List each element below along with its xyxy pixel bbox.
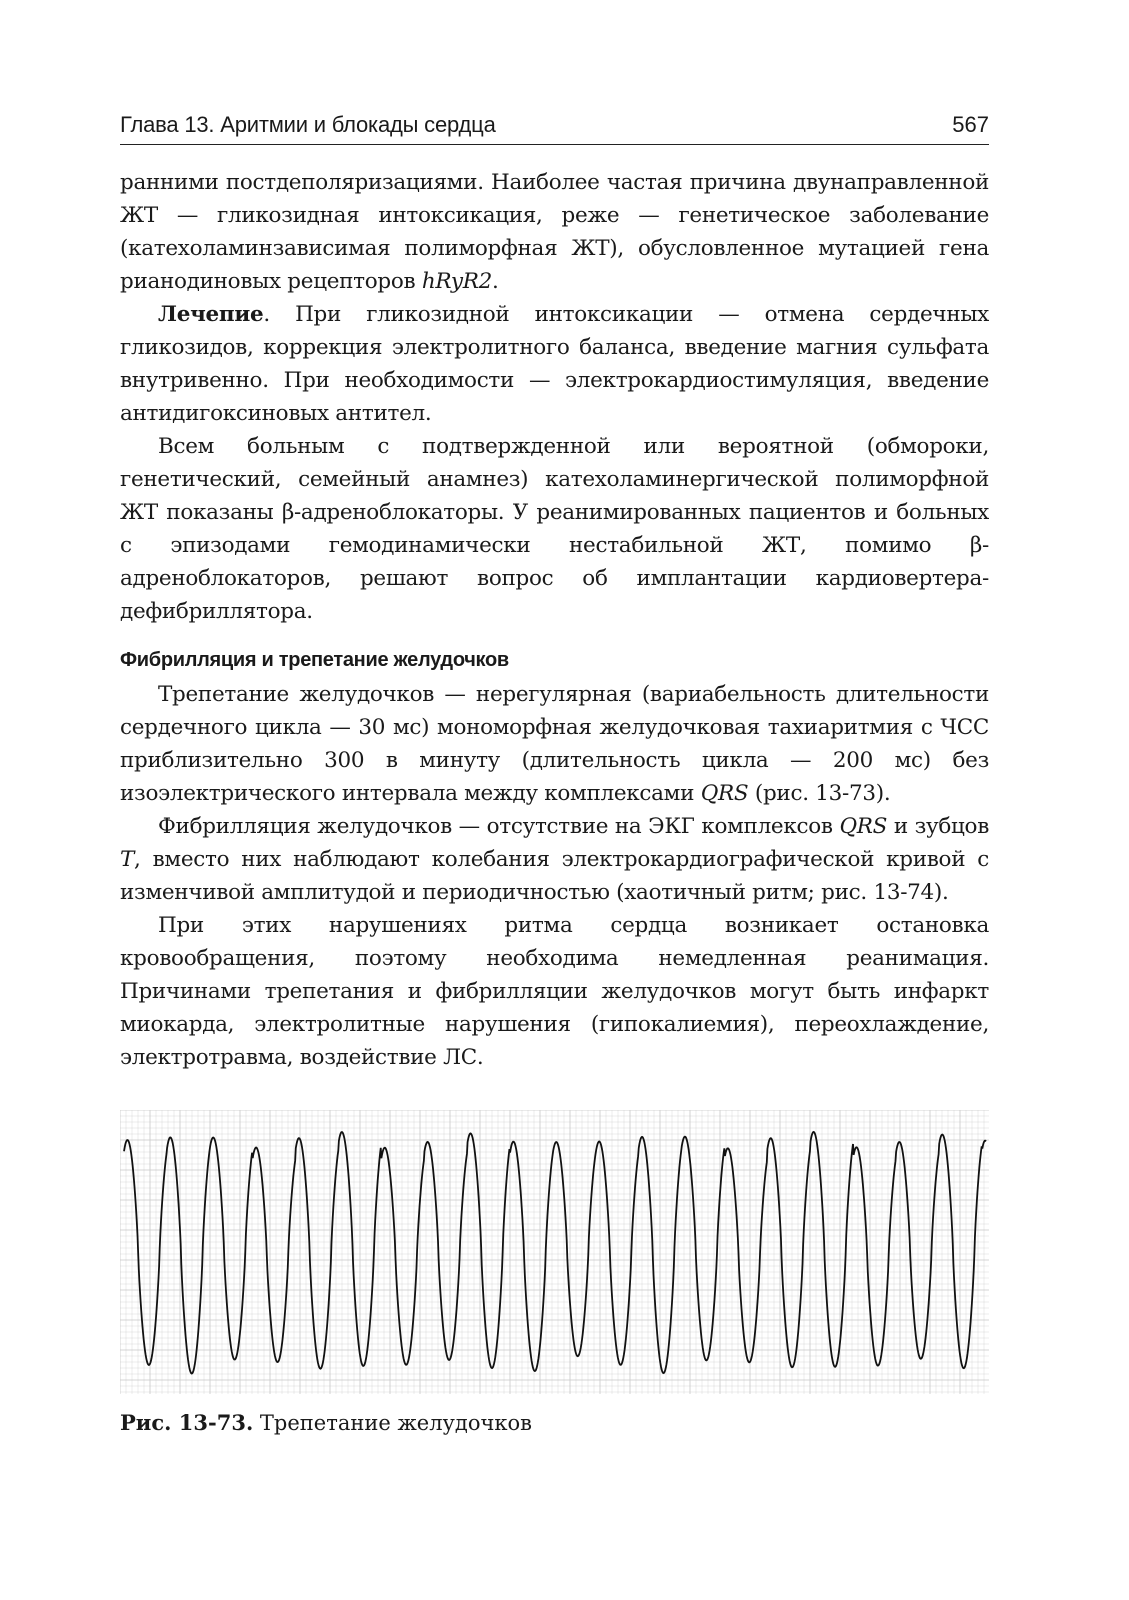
paragraph-treatment: Лечепие. При гликозидной интоксикации — отмена сердечных гликозидов, коррекция электролитного баланса, введение магния сульфата внутривенно. При необходимости — электрокардиостимуляция, введение антидигоксиновых антител. <box>120 302 989 426</box>
paragraph-6: При этих нарушениях ритма сердца возникает остановка кровообращения, поэтому необходима немедленная реанимация. Причинами трепетания и фибрилляции желудочков могут быть инфаркт миокарда, электролитные нарушения (гипокалиемия), переохлаждение, электротравма, воздействие ЛС. <box>120 913 989 1070</box>
caption-text: Трепетание желудочков <box>253 1411 532 1435</box>
paragraph-1: ранними постдеполяризациями. Наиболее частая причина двунаправленной ЖТ — гликозидная интоксикация, реже — генетическое заболевание (катехоламинзависимая полиморфная ЖТ), обусловленное мутацией гена рианодиновых рецепторов hRyR2. <box>120 170 989 294</box>
gene-name: hRyR2 <box>421 269 493 294</box>
treatment-lead: Лечепие <box>158 302 264 327</box>
body-text <box>120 166 989 1074</box>
t-wave-term: T <box>120 847 135 872</box>
ecg-figure <box>120 1110 989 1394</box>
caption-label: Рис. 13-73. <box>120 1410 254 1435</box>
section-heading: Фибрилляция и трепетание желудочков <box>120 649 509 671</box>
qrs-term: QRS <box>700 781 749 806</box>
figure-caption <box>120 1410 532 1435</box>
ecg-trace <box>124 1132 986 1374</box>
ecg-strip <box>120 1110 989 1394</box>
qrs-term: QRS <box>839 814 888 839</box>
chapter-title: Глава 13. Аритмии и блокады сердца <box>120 112 496 137</box>
paragraph-3: Всем больным с подтвержденной или вероятной (обмороки, генетический, семейный анамнез) катехоламинергической полиморфной ЖТ показаны β-адреноблокаторы. У реанимированных пациентов и больных с эпизодами гемодинамически нестабильной ЖТ, помимо β-адреноблокаторов, решают вопрос об имплантации кардиовертера-дефибриллятора. <box>120 434 989 624</box>
page-number: 567 <box>952 112 989 137</box>
paragraph-fibrillation: Фибрилляция желудочков — отсутствие на ЭКГ комплексов QRS и зубцов T, вместо них наблюдают колебания электрокардиографической кривой с изменчивой амплитудой и периодичностью (хаотичный ритм; рис. 13-74). <box>120 814 990 905</box>
running-header <box>120 108 989 145</box>
paragraph-flutter: Трепетание желудочков — нерегулярная (вариабельность длительности сердечного цикла — 30 мс) мономорфная желудочковая тахиаритмия с ЧСС приблизительно 300 в минуту (длительность цикла — 200 мс) без изоэлектрического интервала между комплексами QRS (рис. 13-73). <box>120 682 989 806</box>
